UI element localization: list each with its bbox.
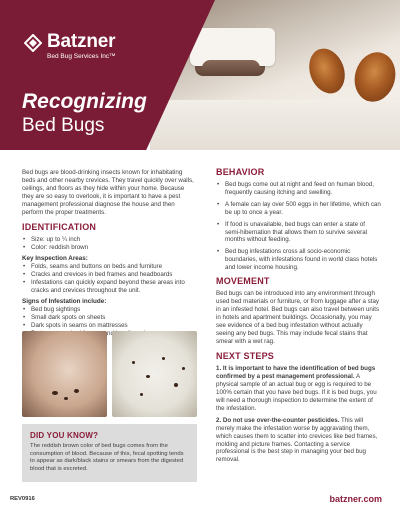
list-item: • Folds, seams and buttons on beds and furniture [22,263,197,271]
right-column [216,167,381,464]
stain-spot [52,391,58,395]
brand-name: Batzner [47,31,116,52]
stain-spot [162,357,165,360]
website-link[interactable]: batzner.com [329,494,382,504]
identification-list [22,236,197,252]
infestation-photos [22,331,197,417]
list-item: • Bed bug infestations cross all socio-economic boundaries, with infestations found in world class hotels and lower income housing. [216,248,381,272]
signs-heading: Signs of Infestation include: [22,297,107,305]
bed-bug-image-right [349,48,400,107]
intro-paragraph: Bed bugs are blood-drinking insects known for inhabitating beds and other nearby crevices. They travel quickly over walls, ceilings, and floors as they hide within your home. Because they are so easy to overlook, it is important to have a pest management professional diagnose the house and then perform the proper treatments. [22,169,194,216]
next-steps-heading: NEXT STEPS [216,351,275,362]
key-areas-list [22,263,197,295]
page-title-line2: Bed Bugs [22,115,105,136]
movement-paragraph: Bed bugs can be introduced into any environment through used bed materials or furniture, or from luggage after a stay in an infested hotel. Bed bugs can also travel between units in hotels and apartment buildings. Occasionally, you may see evidence of a bed bug infestation without actually seeing any bed bugs. This may include fecal stains that smear with a wet rag. [216,290,380,345]
stain-spot [140,393,143,396]
list-item: • Cracks and crevices in bed frames and headboards [22,271,197,279]
stain-spot [182,367,185,370]
step-2-title: 2. Do not use over-the-counter pesticides. [216,416,340,424]
bed-bug-image-left [303,44,351,99]
page-title-line1: Recognizing [22,90,147,113]
list-item: • If food is unavailable, bed bugs can enter a state of semi-hibernation that allows them to survive several months without feeding. [216,221,381,245]
identification-heading: IDENTIFICATION [22,222,97,233]
left-column [22,169,197,338]
list-item: • Infestations can quickly expand beyond these areas into cracks and crevices throughout the unit. [22,279,197,295]
list-item: • Bed bug sightings [22,306,197,314]
batzner-logo-icon [24,34,42,52]
bed-sheet [150,100,400,150]
list-item: • and [22,330,197,338]
behavior-list [216,181,381,272]
step-1-text: A physical sample of an actual bug or egg is required to be 100% certain that you have bed bugs. If it is bed bugs, you will need a thorough inspection to determine the extent of the infestation. [216,373,377,412]
callout-text: The reddish brown color of bed bugs comes from the consumption of blood. Because of this, fecal spotting tends to appear as dark/black stains or smears from the digested blood that is excreted. [30,443,184,472]
list-item: • Size: up to ¼ inch [22,236,197,244]
step-2-text: This will merely make the infestation worse by aggravating them, which causes them to scatter into crevices like bed frames, molding and picture frames. Contacting a service professional is the best step in managing your bed bug removal. [216,416,378,464]
brand-subtitle: Bed Bug Services Inc™ [47,53,116,60]
step-2 [216,417,381,464]
mattress-seam-photo [22,331,107,417]
stain-spot [64,397,68,400]
key-areas-heading: Key Inspection Areas: [22,255,88,263]
did-you-know-box [22,424,197,482]
step-1 [216,365,381,412]
stain-spot [74,389,79,393]
list-item: • A female can lay over 500 eggs in her lifetime, which can be up to once a year. [216,201,381,217]
callout-heading: DID YOU KNOW? [30,431,99,440]
fecal-spots-photo [112,331,197,417]
list-item: • Color: reddish brown [22,244,197,252]
stain-spot [132,361,135,364]
stain-spot [146,375,150,378]
list-item: • Small dark spots on sheets [22,314,197,322]
hero-banner [0,0,400,150]
bed-bolster-front [202,60,260,76]
list-item: • Dark spots in seams on mattresses [22,322,197,330]
batzner-logo [24,32,116,61]
step-1-title: 1. It is important to have the identification of bed bugs confirmed by a pest management professional. [216,365,376,381]
list-item: • Bed bugs come out at night and feed on human blood, frequently causing itching and swelling. [216,181,381,197]
movement-heading: MOVEMENT [216,276,270,287]
behavior-heading: BEHAVIOR [216,167,265,177]
revision-code: REV0916 [10,496,35,502]
stain-spot [174,383,178,387]
